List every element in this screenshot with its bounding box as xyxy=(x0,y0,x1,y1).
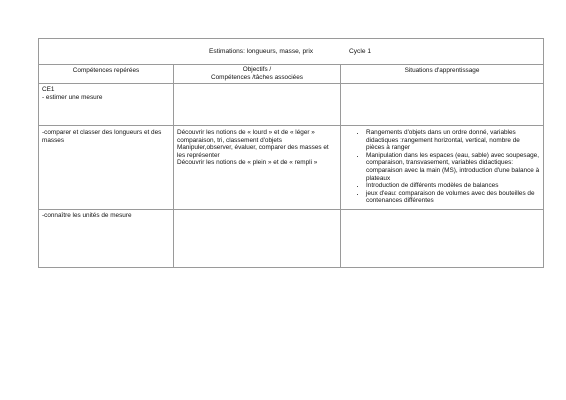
objectif-item: Découvrir les notions de « plein » et de « rempli » xyxy=(177,159,318,167)
list-item: • jeux d'eau: comparaison de volumes avec des bouteilles de contenances différentes xyxy=(366,190,540,205)
header-competences: Compétences repérées xyxy=(39,64,174,84)
table-row-situations-empty xyxy=(341,210,543,267)
objectif-item: Manipuler,observer, évaluer, comparer des masses et les représenter xyxy=(177,144,329,159)
competence-level: CE1 xyxy=(42,86,55,93)
table-row-competence xyxy=(39,210,174,267)
list-item: • Introduction de différents modèles de balances xyxy=(366,182,540,190)
table-grid xyxy=(39,64,543,267)
objectif-item: Découvrir les notions de « lourd » et de « léger » comparaison, tri, classement d'objets xyxy=(177,129,315,144)
competence-text: - estimer une mesure xyxy=(42,93,103,101)
document-table xyxy=(38,38,544,268)
table-row-objectifs xyxy=(174,126,341,210)
document-title: Estimations: longueurs, masse, prix xyxy=(209,48,314,55)
header-situations: Situations d'apprentissage xyxy=(341,64,543,84)
header-objectifs xyxy=(174,64,341,84)
competence-text: -connaître les unités de mesure xyxy=(42,212,132,219)
table-row-objectifs-empty xyxy=(174,210,341,267)
table-row-situations-empty xyxy=(341,84,543,126)
competence-text: -comparer et classer des longueurs et des masses xyxy=(42,129,162,144)
situations-list xyxy=(344,129,540,205)
header-objectifs-line1: Objectifs / xyxy=(242,66,272,73)
table-row-competence xyxy=(39,126,174,210)
list-item: • Rangements d'objets dans un ordre donné, variables didactiques :rangement horizontal, vertical, nombre de pièces à ranger xyxy=(366,129,540,152)
table-row-competence xyxy=(39,84,174,126)
header-objectifs-line2: Compétences /tâches associées xyxy=(210,73,303,81)
title-row xyxy=(39,39,543,65)
list-item: • Manipulation dans les espaces (eau, sable) avec soupesage, comparaison, transvasement, variables didactiques: comparaison avec la main (MS), introduction d'une balance à plateaux xyxy=(366,152,540,182)
table-row-situations xyxy=(341,126,543,210)
cycle-label: Cycle 1 xyxy=(349,48,371,55)
table-row-objectifs-empty xyxy=(174,84,341,126)
